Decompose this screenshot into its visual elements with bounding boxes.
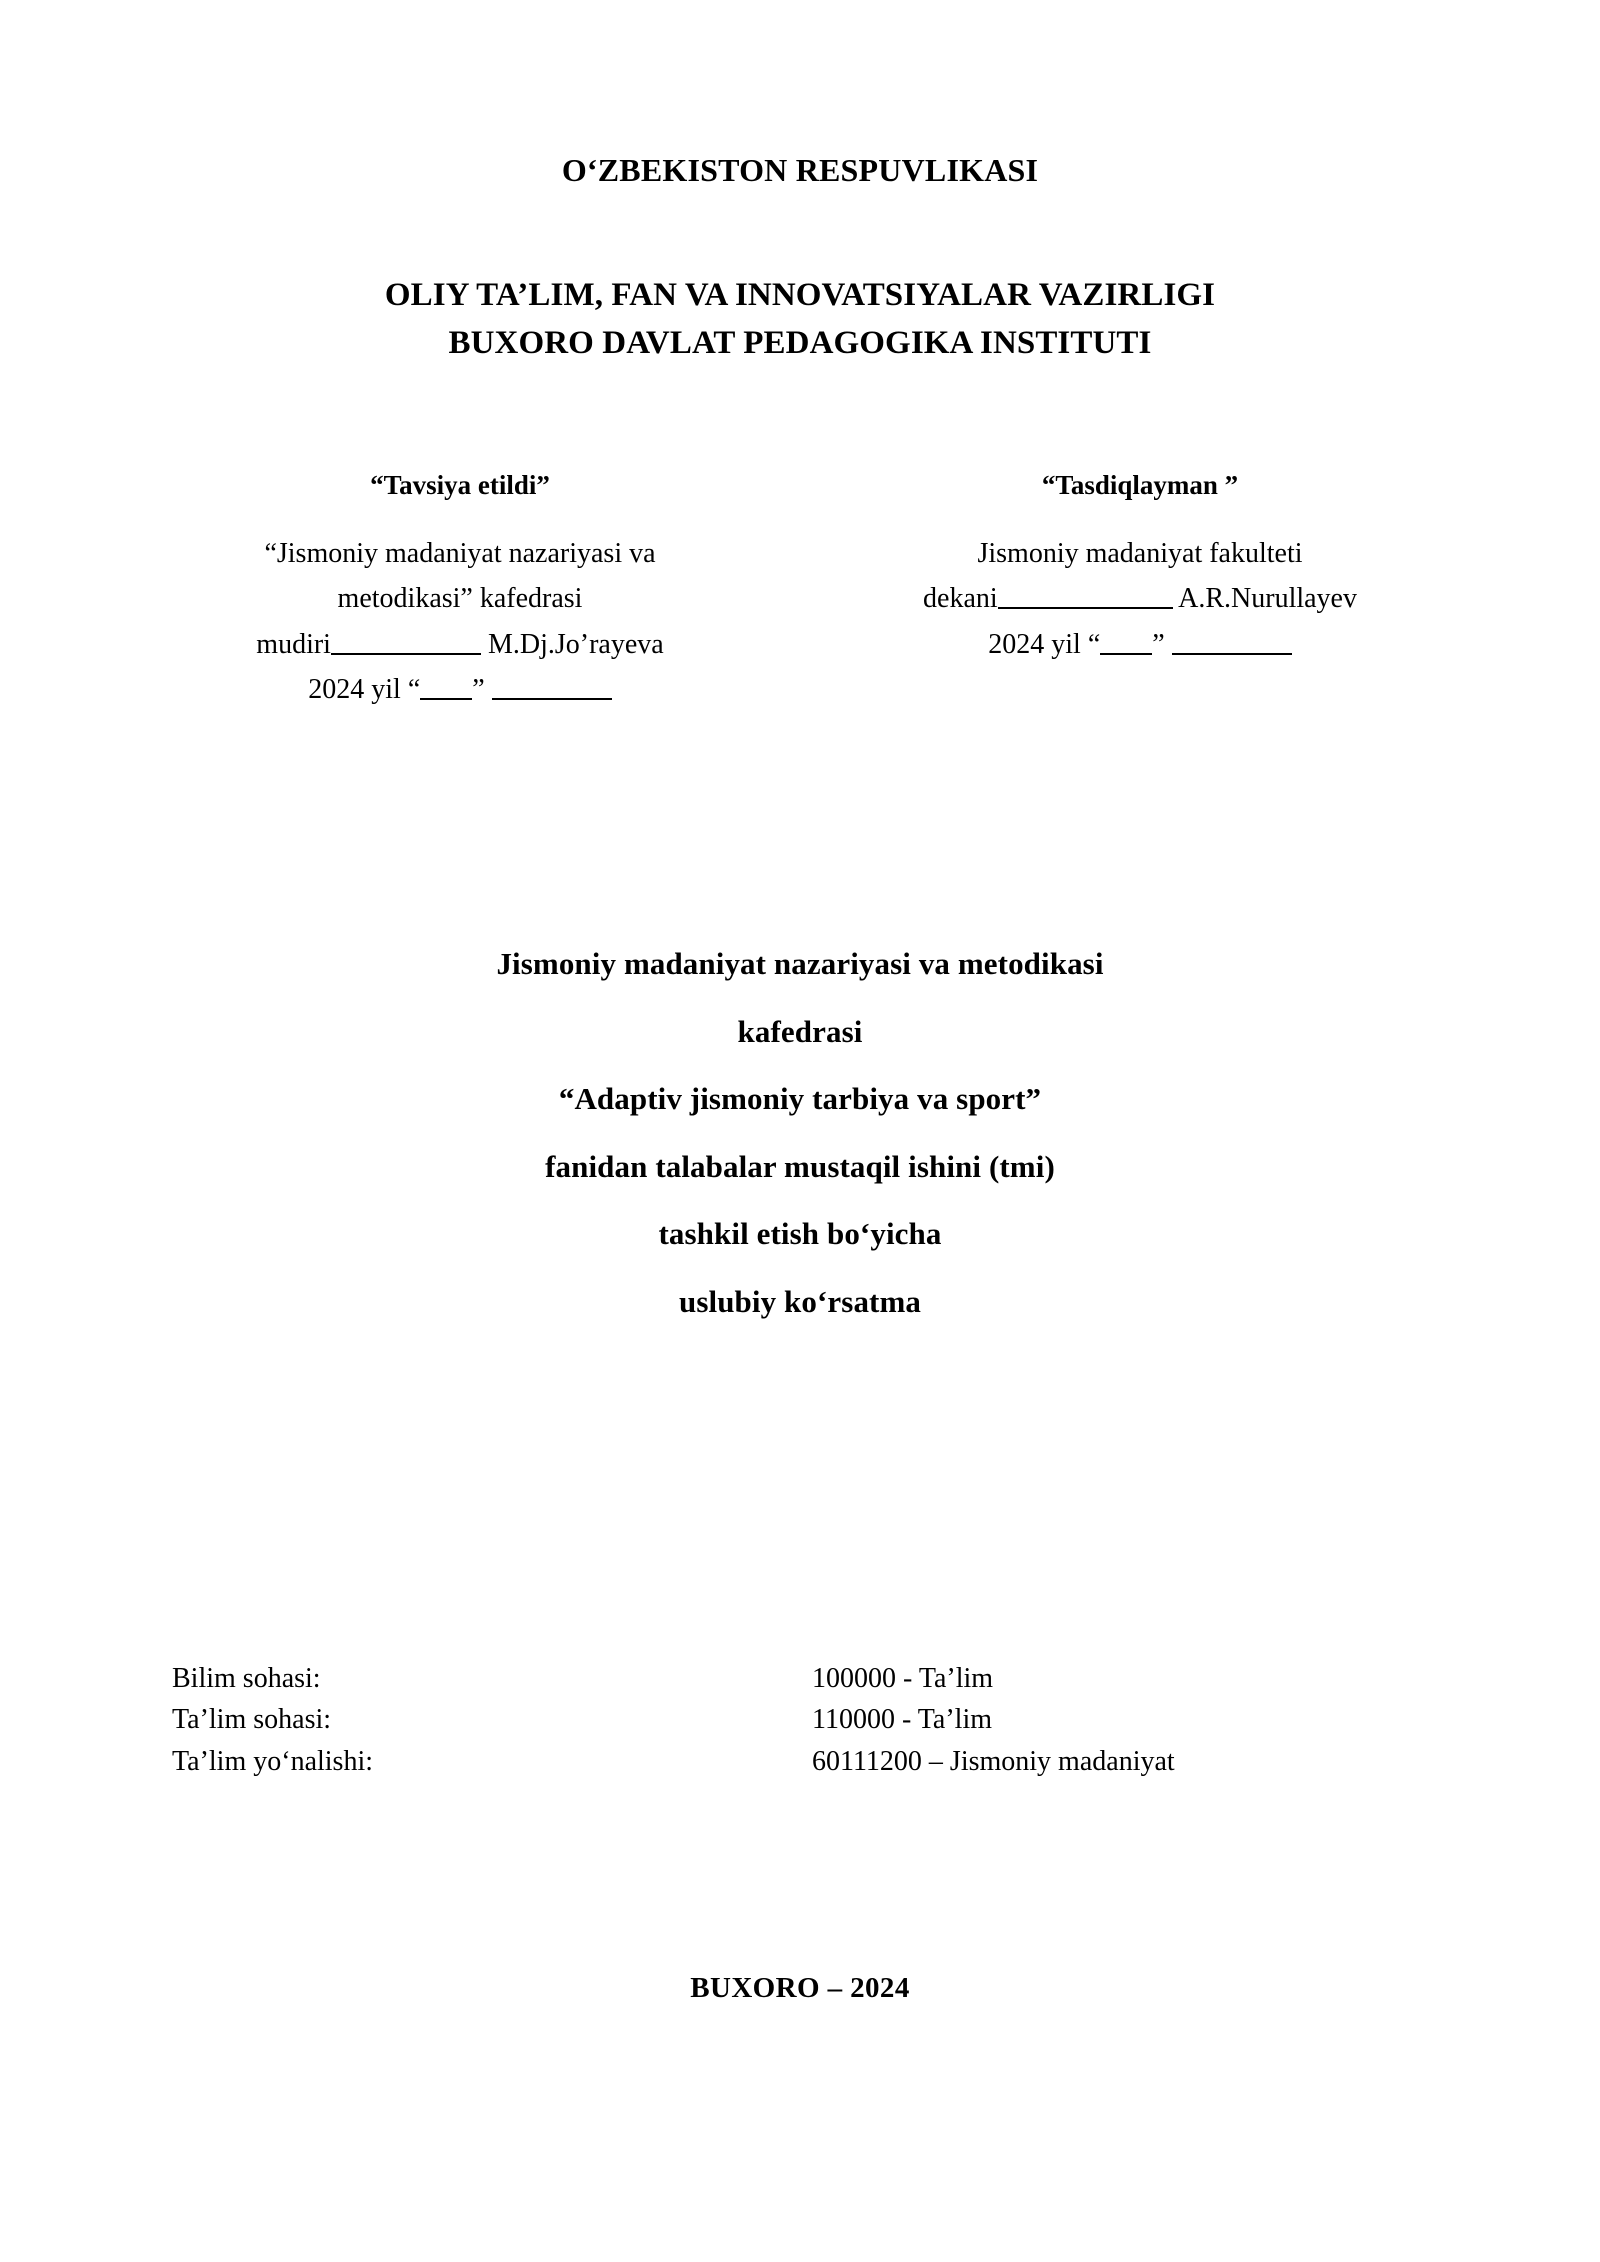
approval-left-date-row — [150, 667, 770, 712]
approval-right-month-blank[interactable] — [1172, 653, 1292, 655]
approval-left-title: “Tavsiya etildi” — [370, 470, 550, 500]
approval-left-role-label: mudiri — [256, 628, 331, 660]
approval-right-faculty-line: Jismoniy madaniyat fakulteti — [977, 538, 1303, 570]
approval-right-day-blank[interactable] — [1100, 653, 1152, 655]
field-row — [172, 1741, 1432, 1782]
document-title-line-1: Jismoniy madaniyat nazariyasi va metodikasi — [496, 946, 1104, 981]
approval-left-date-quote-close: ” — [472, 674, 485, 706]
approval-right-date-quote-open: “ — [1087, 628, 1101, 660]
approval-right-title: “Tasdiqlayman ” — [1041, 470, 1239, 500]
field-label-knowledge-area: Bilim sohasi: — [172, 1663, 321, 1694]
approval-left-signature-blank[interactable] — [331, 653, 481, 655]
field-row — [172, 1699, 1432, 1740]
field-label-education-direction: Ta’lim yo‘nalishi: — [172, 1745, 374, 1777]
organization-heading — [0, 150, 1600, 190]
approval-left-signer-name: M.Dj.Jo’rayeva — [487, 628, 664, 660]
ministry-heading — [0, 272, 1600, 368]
approval-left-day-blank[interactable] — [420, 698, 472, 700]
approval-block — [150, 468, 1450, 713]
ministry-name: OLIY TA’LIM, FAN VA INNOVATSIYALAR VAZIRLIGI — [384, 277, 1216, 313]
approval-left-department-line-2: metodikasi” kafedrasi — [337, 583, 583, 615]
footer-place-year: BUXORO – 2024 — [690, 1972, 910, 2004]
document-title-line-2: kafedrasi — [737, 1013, 863, 1049]
approval-left-month-blank[interactable] — [492, 698, 612, 700]
field-value-education-area: 110000 - Ta’lim — [812, 1704, 993, 1736]
document-title-line-6: uslubiy ko‘rsatma — [679, 1283, 921, 1319]
field-label-education-area: Ta’lim sohasi: — [172, 1704, 332, 1736]
approval-left-department-line-1: “Jismoniy madaniyat nazariyasi va — [264, 538, 656, 570]
specialty-info-block — [172, 1658, 1432, 1782]
approval-right-date-quote-close: ” — [1152, 628, 1165, 660]
approval-left-signature-row — [150, 622, 770, 667]
approval-right-signer-name: A.R.Nurullayev — [1178, 583, 1357, 615]
approval-column-approved — [830, 468, 1450, 667]
organization-name: O‘ZBEKISTON RESPUVLIKASI — [561, 152, 1039, 188]
field-row — [172, 1658, 1432, 1699]
field-value-knowledge-area: 100000 - Ta’lim — [812, 1663, 994, 1694]
approval-left-date-quote-open: “ — [407, 674, 421, 706]
page-footer — [0, 1972, 1600, 2005]
approval-right-signature-blank[interactable] — [998, 607, 1173, 609]
document-title-line-5: tashkil etish bo‘yicha — [658, 1216, 942, 1252]
document-title-block — [0, 930, 1600, 1335]
approval-left-date-year: 2024 yil — [308, 674, 401, 706]
field-value-education-direction: 60111200 – Jismoniy madaniyat — [812, 1745, 1175, 1777]
approval-right-date-row — [830, 622, 1450, 667]
document-title-line-3: “Adaptiv jismoniy tarbiya va sport” — [558, 1081, 1042, 1117]
approval-right-role-label: dekani — [923, 583, 998, 615]
document-title-line-4: fanidan talabalar mustaqil ishini (tmi) — [545, 1148, 1055, 1184]
approval-right-date-year: 2024 yil — [988, 628, 1081, 660]
approval-column-recommended — [150, 468, 770, 713]
institute-name: BUXORO DAVLAT PEDAGOGIKA INSTITUTI — [448, 324, 1152, 361]
approval-right-signature-row — [830, 576, 1450, 621]
